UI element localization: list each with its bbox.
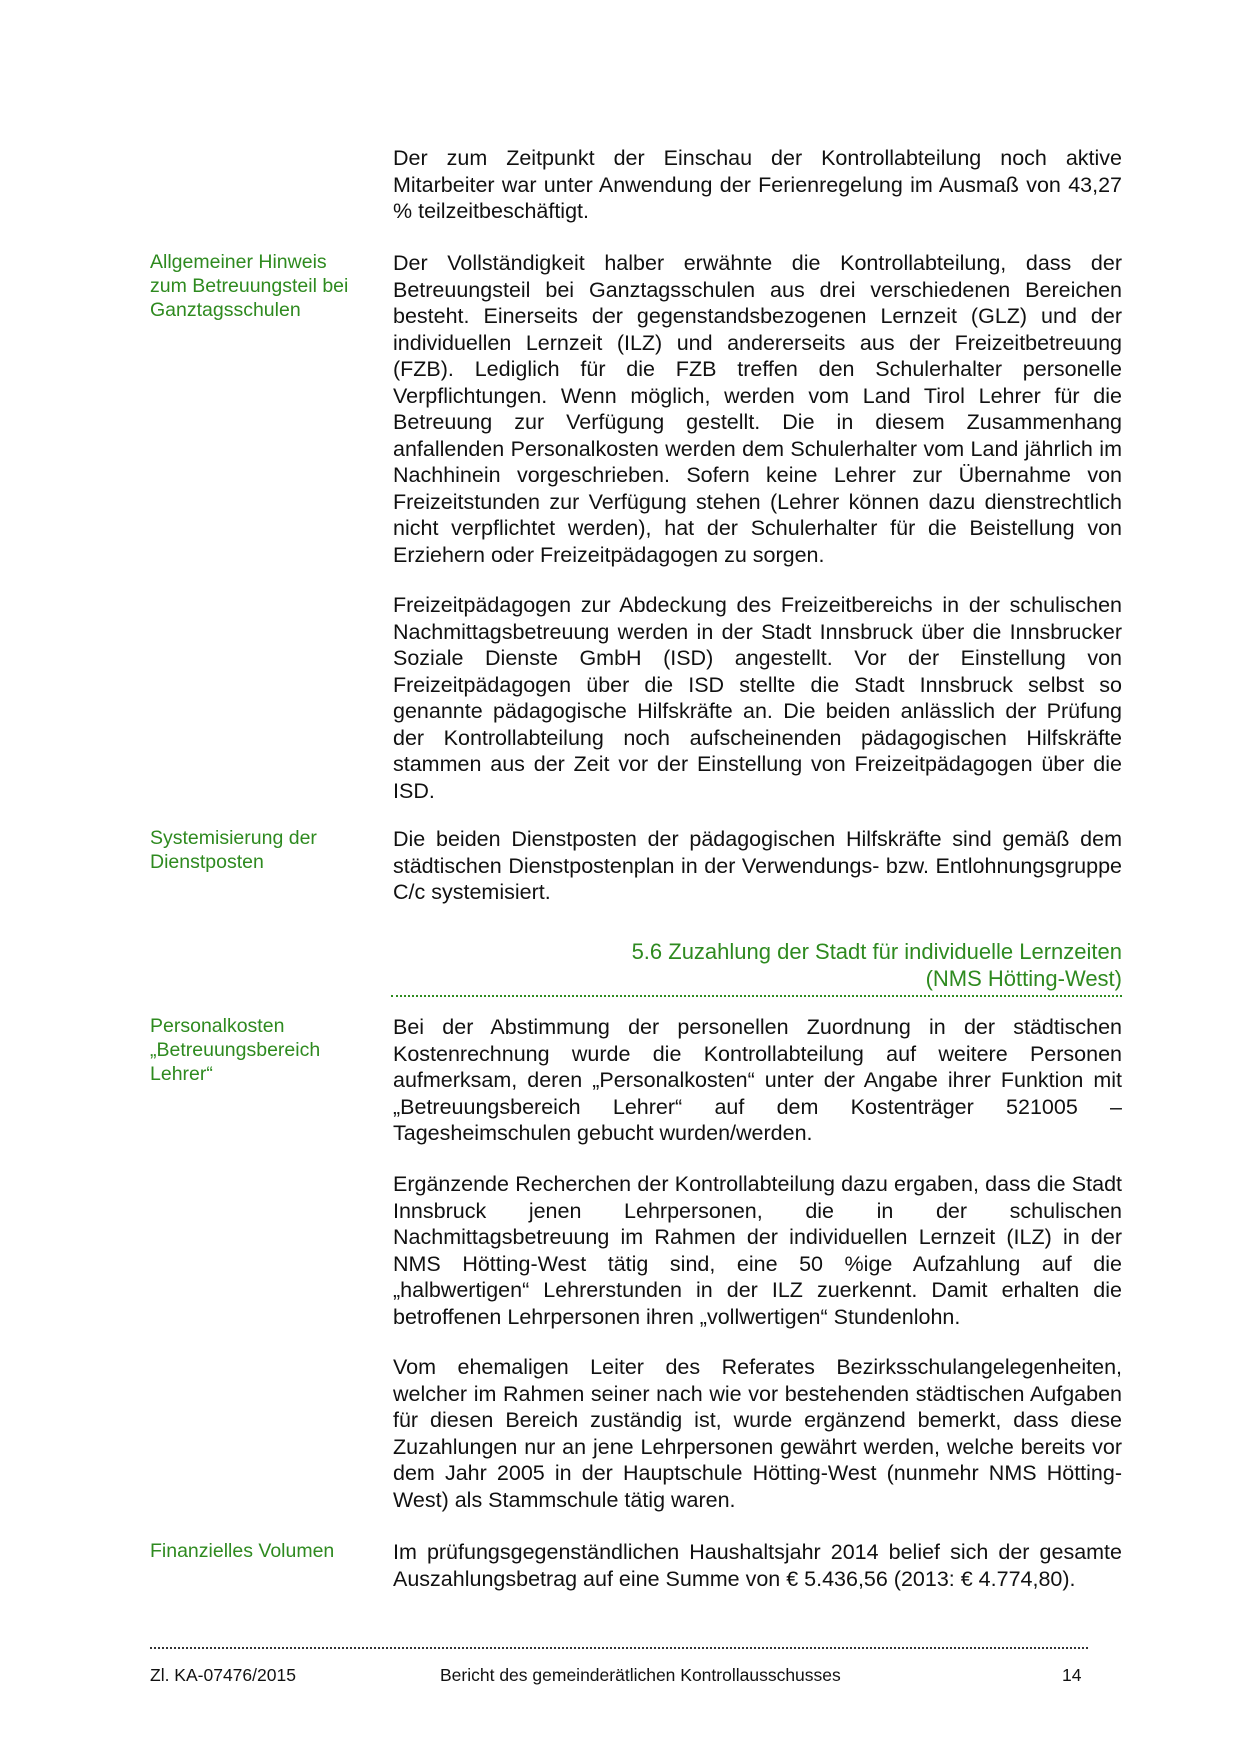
margin-note-systemisierung bbox=[150, 826, 380, 874]
margin-note-line: Personalkosten bbox=[150, 1015, 285, 1037]
footer-reference: Zl. KA-07476/2015 bbox=[150, 1665, 296, 1685]
paragraph-ehemaliger-leiter: Vom ehemaligen Leiter des Referates Bezirksschulangelegenheiten, welcher im Rahmen seiner nach wie vor bestehenden städtischen Aufgaben für diesen Bereich zuständig ist, wurde ergänzend bemerkt, dass diese Zuzahlungen nur an jene Lehrpersonen gewährt werden, welche bereits vor dem Jahr 2005 in der Hauptschule Hötting-West (nunmehr NMS Hötting-West) als Stammschule tätig waren. bbox=[393, 1355, 1122, 1512]
margin-note-line: „Betreuungsbereich bbox=[150, 1039, 321, 1061]
margin-note-line: zum Betreuungsteil bei bbox=[150, 275, 349, 297]
margin-note-line: Lehrer“ bbox=[150, 1063, 213, 1085]
page-number: 14 bbox=[1062, 1665, 1082, 1685]
section-heading bbox=[393, 938, 1122, 992]
margin-note-line: Systemisierung der bbox=[150, 827, 317, 849]
section-heading-divider bbox=[391, 995, 1122, 997]
section-heading-title: 5.6 Zuzahlung der Stadt für individuelle Lernzeiten bbox=[631, 939, 1122, 964]
margin-note-personalkosten bbox=[150, 1014, 380, 1086]
footer-title: Bericht des gemeinderätlichen Kontrollausschusses bbox=[440, 1665, 841, 1685]
paragraph-betreuungsteil: Der Vollständigkeit halber erwähnte die Kontrollabteilung, dass der Betreuungsteil bei Ganztagsschulen aus drei verschiedenen Bereichen besteht. Einerseits der gegenstandsbezogenen Lernzeit (GLZ) und der individuellen Lernzeit (ILZ) und andererseits aus der Freizeitbetreuung (FZB). Lediglich für die FZB treffen den Schulerhalter personelle Verpflichtungen. Wenn möglich, werden vom Land Tirol Lehrer für die Betreuung zur Verfügung gestellt. Die in diesem Zusammenhang anfallenden Personalkosten werden dem Schulerhalter vom Land jährlich im Nachhinein vorgeschrieben. Sofern keine Lehrer zur Übernahme von Freizeitstunden zur Verfügung stehen (Lehrer können dazu dienstrechtlich nicht verpflichtet werden), hat der Schulerhalter für die Beistellung von Erziehern oder Freizeitpädagogen zu sorgen. bbox=[393, 251, 1122, 567]
margin-note-finanzielles-volumen bbox=[150, 1539, 380, 1563]
paragraph-freizeitpaedagogen: Freizeitpädagogen zur Abdeckung des Freizeitbereichs in der schulischen Nachmittagsbetreuung werden in der Stadt Innsbruck über die Innsbrucker Soziale Dienste GmbH (ISD) angestellt. Vor der Einstellung von Freizeitpädagogen über die ISD stellte die Stadt Innsbruck selbst so genannte pädagogische Hilfskräfte an. Die beiden anlässlich der Prüfung der Kontrollabteilung noch aufscheinenden pädagogischen Hilfskräfte stammen aus der Zeit vor der Einstellung von Freizeitpädagogen über die ISD. bbox=[393, 593, 1122, 803]
margin-note-line: Ganztagsschulen bbox=[150, 299, 301, 321]
paragraph-teilzeit: Der zum Zeitpunkt der Einschau der Kontrollabteilung noch aktive Mitarbeiter war unter Anwendung der Ferienregelung im Ausmaß von 43,27 % teilzeitbeschäftigt. bbox=[393, 146, 1122, 223]
paragraph-dienstposten: Die beiden Dienstposten der pädagogischen Hilfskräfte sind gemäß dem städtischen Dienstpostenplan in der Verwendungs- bzw. Entlohnungsgruppe C/c systemisiert. bbox=[393, 827, 1122, 904]
margin-note-allgemeiner-hinweis bbox=[150, 250, 380, 322]
paragraph-auszahlungsbetrag: Im prüfungsgegenständlichen Haushaltsjahr 2014 belief sich der gesamte Auszahlungsbetrag auf eine Summe von € 5.436,56 (2013: € 4.774,80). bbox=[393, 1540, 1122, 1591]
paragraph-kostenrechnung: Bei der Abstimmung der personellen Zuordnung in der städtischen Kostenrechnung wurde die Kontrollabteilung auf weitere Personen aufmerksam, deren „Personalkosten“ unter der Angabe ihrer Funktion mit „Betreuungsbereich Lehrer“ auf dem Kostenträger 521005 – Tagesheimschulen gebucht wurden/werden. bbox=[393, 1015, 1122, 1145]
margin-note-line: Finanzielles Volumen bbox=[150, 1540, 335, 1562]
margin-note-line: Dienstposten bbox=[150, 851, 264, 873]
section-heading-subtitle: (NMS Hötting-West) bbox=[925, 966, 1122, 991]
margin-note-line: Allgemeiner Hinweis bbox=[150, 251, 327, 273]
paragraph-recherchen: Ergänzende Recherchen der Kontrollabteilung dazu ergaben, dass die Stadt Innsbruck jenen Lehrpersonen, die in der schulischen Nachmittagsbetreuung im Rahmen der individuellen Lernzeit (ILZ) in der NMS Hötting-West tätig sind, eine 50 %ige Aufzahlung auf die „halbwertigen“ Lehrerstunden in der ILZ zuerkennt. Damit erhalten die betroffenen Lehrpersonen ihren „vollwertigen“ Stundenlohn. bbox=[393, 1172, 1122, 1329]
footer-divider bbox=[150, 1647, 1088, 1649]
